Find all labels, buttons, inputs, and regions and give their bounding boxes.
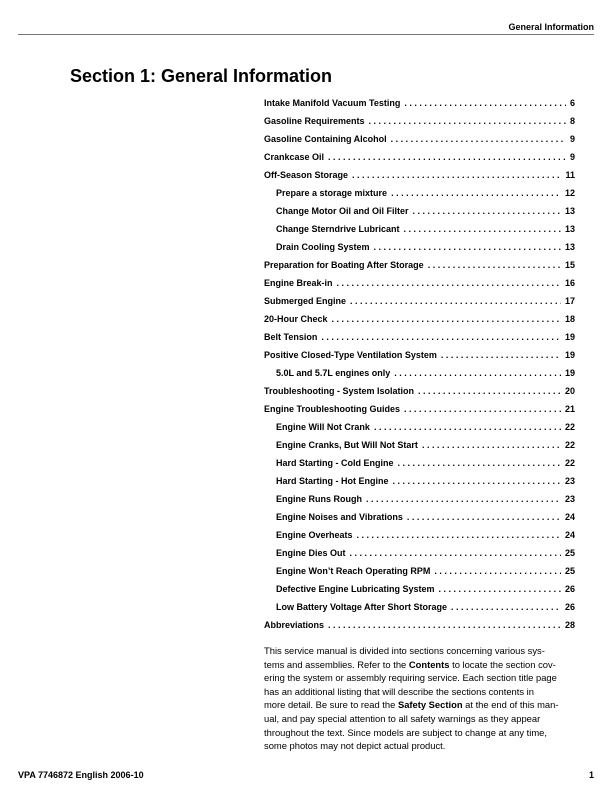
intro-line: has an additional listing that will describe the sections contents in (264, 685, 534, 697)
toc-entry[interactable] (264, 115, 575, 133)
dot-leader (352, 169, 561, 181)
toc-entry-page: 25 (564, 566, 575, 576)
toc-entry[interactable] (264, 295, 575, 313)
dot-leader (434, 565, 561, 577)
toc-entry-page: 13 (564, 224, 575, 234)
text: tems and assemblies. Refer to the (264, 658, 409, 670)
dot-leader (422, 439, 561, 451)
toc-entry-label: Troubleshooting - System Isolation (264, 386, 415, 396)
toc-entry-page: 23 (564, 494, 575, 504)
toc-entry-label: Engine Overheats (276, 530, 353, 540)
toc-entry-label: Defective Engine Lubricating System (276, 584, 435, 594)
toc-entry-label: Gasoline Containing Alcohol (264, 134, 387, 144)
toc-entry[interactable] (264, 241, 575, 259)
dot-leader (404, 97, 566, 109)
intro-line (264, 658, 584, 672)
toc-entry-label: Preparation for Boating After Storage (264, 260, 424, 270)
toc-entry-page: 17 (564, 296, 575, 306)
toc-entry-label: Engine Noises and Vibrations (276, 512, 403, 522)
dot-leader (374, 241, 561, 253)
dot-leader (391, 187, 561, 199)
dot-leader (328, 151, 566, 163)
toc-entry[interactable] (264, 601, 575, 619)
toc-entry[interactable] (264, 169, 575, 187)
toc-entry[interactable] (264, 421, 575, 439)
toc-entry[interactable] (264, 529, 575, 547)
toc-entry[interactable] (264, 187, 575, 205)
toc-entry-page: 24 (564, 530, 575, 540)
footer-page-number: 1 (588, 770, 594, 780)
dot-leader (394, 367, 561, 379)
dot-leader (332, 313, 561, 325)
toc-entry-page: 21 (564, 404, 575, 414)
toc-entry-label: Hard Starting - Hot Engine (276, 476, 389, 486)
toc-entry-label: Engine Dies Out (276, 548, 346, 558)
toc-entry-page: 11 (565, 170, 575, 180)
toc-entry-page: 26 (564, 602, 575, 612)
intro-line: ering the system or assembly requiring service. Each section title page (264, 672, 557, 684)
toc-entry[interactable] (264, 511, 575, 529)
dot-leader (350, 295, 561, 307)
dot-leader (398, 457, 561, 469)
text: to locate the section cov- (449, 658, 556, 670)
toc-entry-page: 13 (564, 242, 575, 252)
toc-entry-page: 22 (564, 422, 575, 432)
section-title: Section 1: General Information (70, 66, 333, 86)
toc-entry[interactable] (264, 205, 575, 223)
dot-leader (413, 205, 561, 217)
toc-entry-label: Change Motor Oil and Oil Filter (276, 206, 409, 216)
toc-entry[interactable] (264, 385, 575, 403)
toc-entry-page: 26 (564, 584, 575, 594)
dot-leader (337, 277, 561, 289)
toc-entry-label: Crankcase Oil (264, 152, 325, 162)
toc-entry-page: 19 (564, 332, 575, 342)
dot-leader (391, 133, 566, 145)
dot-leader (321, 331, 561, 343)
footer-doc-id: VPA 7746872 English 2006-10 (18, 770, 144, 780)
toc-entry-page: 19 (564, 368, 575, 378)
dot-leader (393, 475, 561, 487)
dot-leader (441, 349, 561, 361)
toc-entry[interactable] (264, 313, 575, 331)
intro-line: throughout the text. Since models are subject to change at any time, (264, 726, 547, 738)
toc-entry[interactable] (264, 277, 575, 295)
toc-entry[interactable] (264, 367, 575, 385)
toc-entry-page: 15 (564, 260, 575, 270)
toc-entry[interactable] (264, 547, 575, 565)
toc-entry-label: Intake Manifold Vacuum Testing (264, 98, 401, 108)
toc-entry-page: 9 (569, 134, 575, 144)
dot-leader (404, 403, 561, 415)
toc-entry-label: Positive Closed-Type Ventilation System (264, 350, 437, 360)
intro-line (264, 698, 584, 712)
toc-entry-label: Off-Season Storage (264, 170, 349, 180)
toc-entry[interactable] (264, 457, 575, 475)
toc-entry-label: Engine Cranks, But Will Not Start (276, 440, 418, 450)
toc-entry[interactable] (264, 583, 575, 601)
dot-leader (374, 421, 561, 433)
toc-entry-page: 12 (564, 188, 575, 198)
toc-entry-label: 20-Hour Check (264, 314, 328, 324)
toc-entry[interactable] (264, 619, 575, 637)
toc-entry-label: Belt Tension (264, 332, 318, 342)
toc-entry-page: 25 (564, 548, 575, 558)
toc-entry[interactable] (264, 331, 575, 349)
toc-entry-label: Engine Runs Rough (276, 494, 362, 504)
toc-entry-page: 19 (564, 350, 575, 360)
toc-entry[interactable] (264, 565, 575, 583)
toc-entry-page: 8 (569, 116, 575, 126)
toc-entry[interactable] (264, 475, 575, 493)
toc-entry[interactable] (264, 403, 575, 421)
toc-entry-label: Abbreviations (264, 620, 325, 630)
toc-entry-label: 5.0L and 5.7L engines only (276, 368, 391, 378)
dot-leader (439, 583, 561, 595)
toc-entry[interactable] (264, 259, 575, 277)
intro-line: ual, and pay special attention to all safety warnings as they appear (264, 712, 541, 724)
text: at the end of this man- (462, 699, 559, 711)
intro-line: some photos may not depict actual product. (264, 740, 446, 752)
toc-entry-label: Change Sterndrive Lubricant (276, 224, 400, 234)
toc-entry-page: 9 (569, 152, 575, 162)
toc-entry-label: Submerged Engine (264, 296, 347, 306)
toc-entry-label: Engine Troubleshooting Guides (264, 404, 401, 414)
toc-entry-label: Hard Starting - Cold Engine (276, 458, 394, 468)
toc-entry-label: Drain Cooling System (276, 242, 370, 252)
toc-entry[interactable] (264, 97, 575, 115)
table-of-contents (264, 97, 575, 637)
toc-entry-page: 18 (564, 314, 575, 324)
contents-emphasis: Contents (408, 658, 450, 670)
dot-leader (451, 601, 561, 613)
dot-leader (418, 385, 561, 397)
dot-leader (328, 619, 561, 631)
toc-entry-label: Engine Break-in (264, 278, 333, 288)
safety-section-emphasis: Safety Section (397, 699, 463, 711)
toc-entry-page: 20 (564, 386, 575, 396)
dot-leader (350, 547, 561, 559)
dot-leader (428, 259, 561, 271)
dot-leader (369, 115, 566, 127)
toc-entry-label: Low Battery Voltage After Short Storage (276, 602, 448, 612)
toc-entry[interactable] (264, 493, 575, 511)
dot-leader (366, 493, 561, 505)
toc-entry-page: 23 (564, 476, 575, 486)
toc-entry-page: 22 (564, 440, 575, 450)
intro-line: This service manual is divided into sections concerning various sys- (264, 645, 545, 656)
toc-entry-page: 13 (564, 206, 575, 216)
intro-paragraph (264, 644, 584, 753)
running-header: General Information (508, 22, 594, 32)
dot-leader (407, 511, 561, 523)
toc-entry-page: 28 (564, 620, 575, 630)
text: more detail. Be sure to read the (264, 699, 398, 711)
toc-entry-label: Prepare a storage mixture (276, 188, 388, 198)
header-rule (18, 34, 594, 35)
toc-entry[interactable] (264, 349, 575, 367)
toc-entry-page: 16 (564, 278, 575, 288)
toc-entry-page: 22 (564, 458, 575, 468)
toc-entry-page: 6 (569, 98, 575, 108)
toc-entry[interactable] (264, 133, 575, 151)
dot-leader (404, 223, 561, 235)
toc-entry[interactable] (264, 223, 575, 241)
toc-entry[interactable] (264, 151, 575, 169)
toc-entry-label: Gasoline Requirements (264, 116, 365, 126)
toc-entry-page: 24 (564, 512, 575, 522)
toc-entry-label: Engine Won’t Reach Operating RPM (276, 566, 431, 576)
toc-entry-label: Engine Will Not Crank (276, 422, 370, 432)
toc-entry[interactable] (264, 439, 575, 457)
dot-leader (357, 529, 561, 541)
